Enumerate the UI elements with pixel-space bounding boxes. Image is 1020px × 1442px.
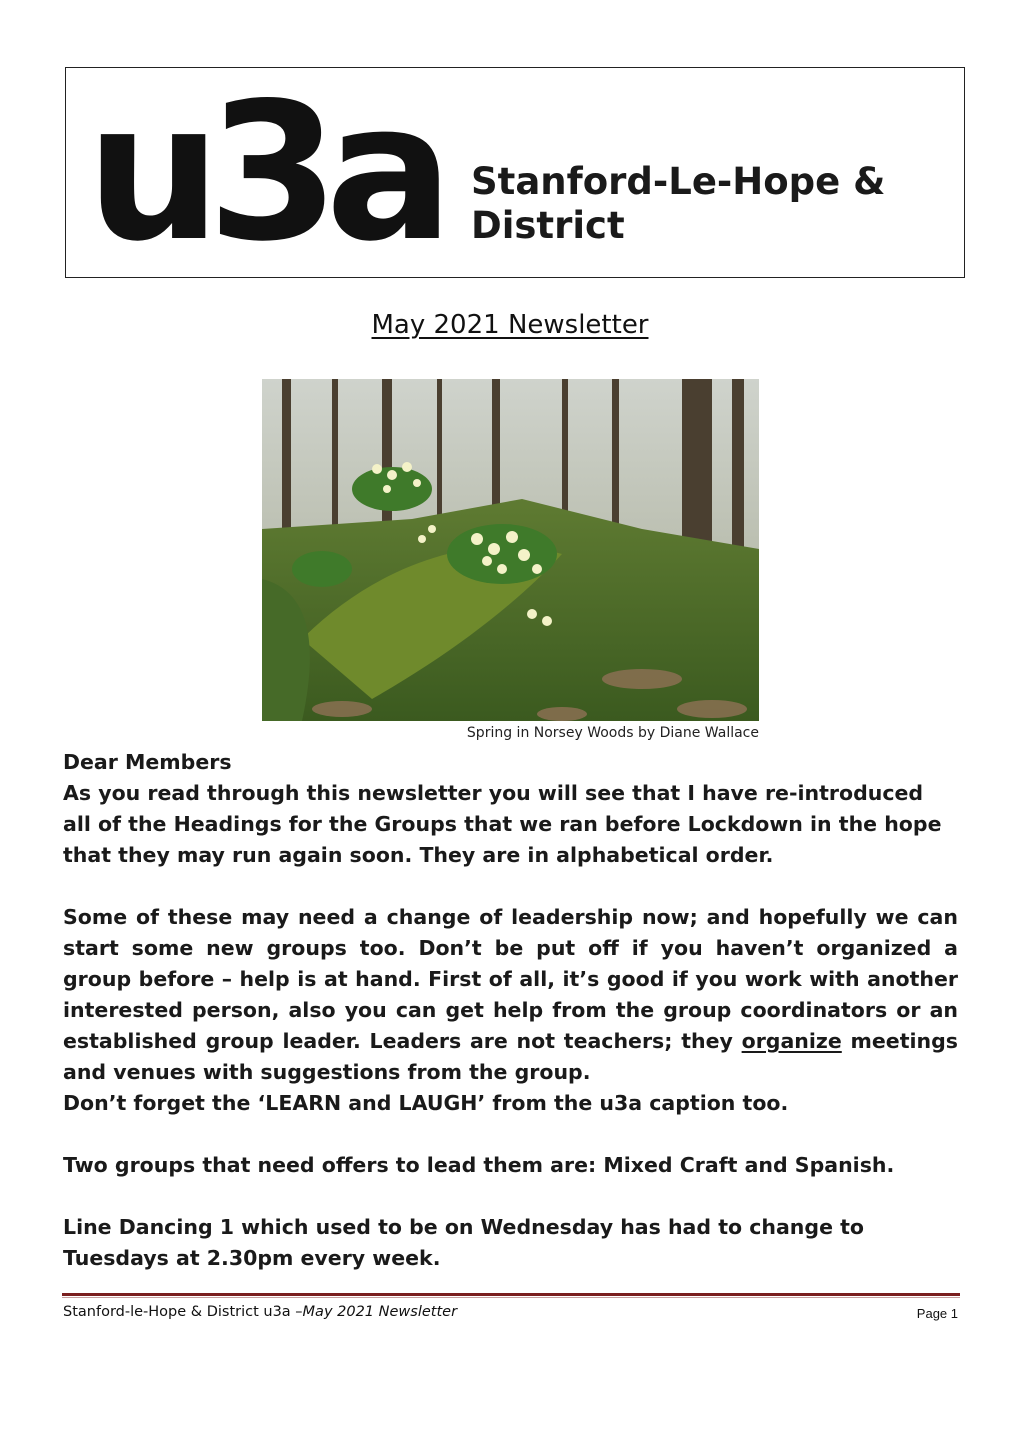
page-number: Page 1: [916, 1306, 958, 1321]
footer-rule: [62, 1293, 960, 1298]
newsletter-title: [0, 310, 1020, 340]
organisation-name-line1: Stanford-Le-Hope &: [471, 160, 886, 203]
newsletter-body: [63, 747, 958, 1274]
greeting: Dear Members: [63, 750, 232, 774]
paragraph-intro: As you read through this newsletter you will see that I have re-introduced all of the Headings for the Groups that we ran before Lockdown in the hope that they may run again soon. They are in alphabetical order.: [63, 781, 942, 867]
photo-caption: Spring in Norsey Woods by Diane Wallace: [466, 725, 759, 741]
paragraph-groups-needing-leaders: Two groups that need offers to lead them are: Mixed Craft and Spanish.: [63, 1153, 895, 1177]
u3a-logo-text: u3a: [86, 88, 440, 258]
paragraph-caption-reminder: Don’t forget the ‘LEARN and LAUGH’ from the u3a caption too.: [63, 1091, 789, 1115]
organisation-name-line2: District: [471, 204, 625, 247]
organisation-name: [471, 160, 885, 248]
paragraph-leadership-end: meetings and venues with suggestions from the group.: [63, 1029, 958, 1084]
paragraph-leadership: [63, 902, 958, 1088]
organize-underlined: organize: [741, 1029, 842, 1053]
footer-issue: May 2021 Newsletter: [302, 1304, 458, 1320]
spring-woods-photo: [262, 379, 759, 721]
newsletter-title-text: May 2021 Newsletter: [371, 310, 649, 340]
paragraph-line-dancing: Line Dancing 1 which used to be on Wednesday has had to change to Tuesdays at 2.30pm every week.: [63, 1215, 864, 1270]
footer-org: Stanford-le-Hope & District u3a –: [63, 1304, 303, 1320]
woodland-primrose-image: [262, 379, 759, 721]
u3a-logo-mark: [86, 88, 446, 258]
header-logo-box: [65, 67, 965, 278]
footer-title: [63, 1304, 457, 1320]
paragraph-leadership-text: Some of these may need a change of leadership now; and hopefully we can start some new groups too. Don’t be put off if you haven’t organized a group before – help is at hand. First of all, it’s good if you work with another interested person, also you can get help from the group coordinators or an established group leader. Leaders are not teachers; they: [63, 905, 958, 1053]
